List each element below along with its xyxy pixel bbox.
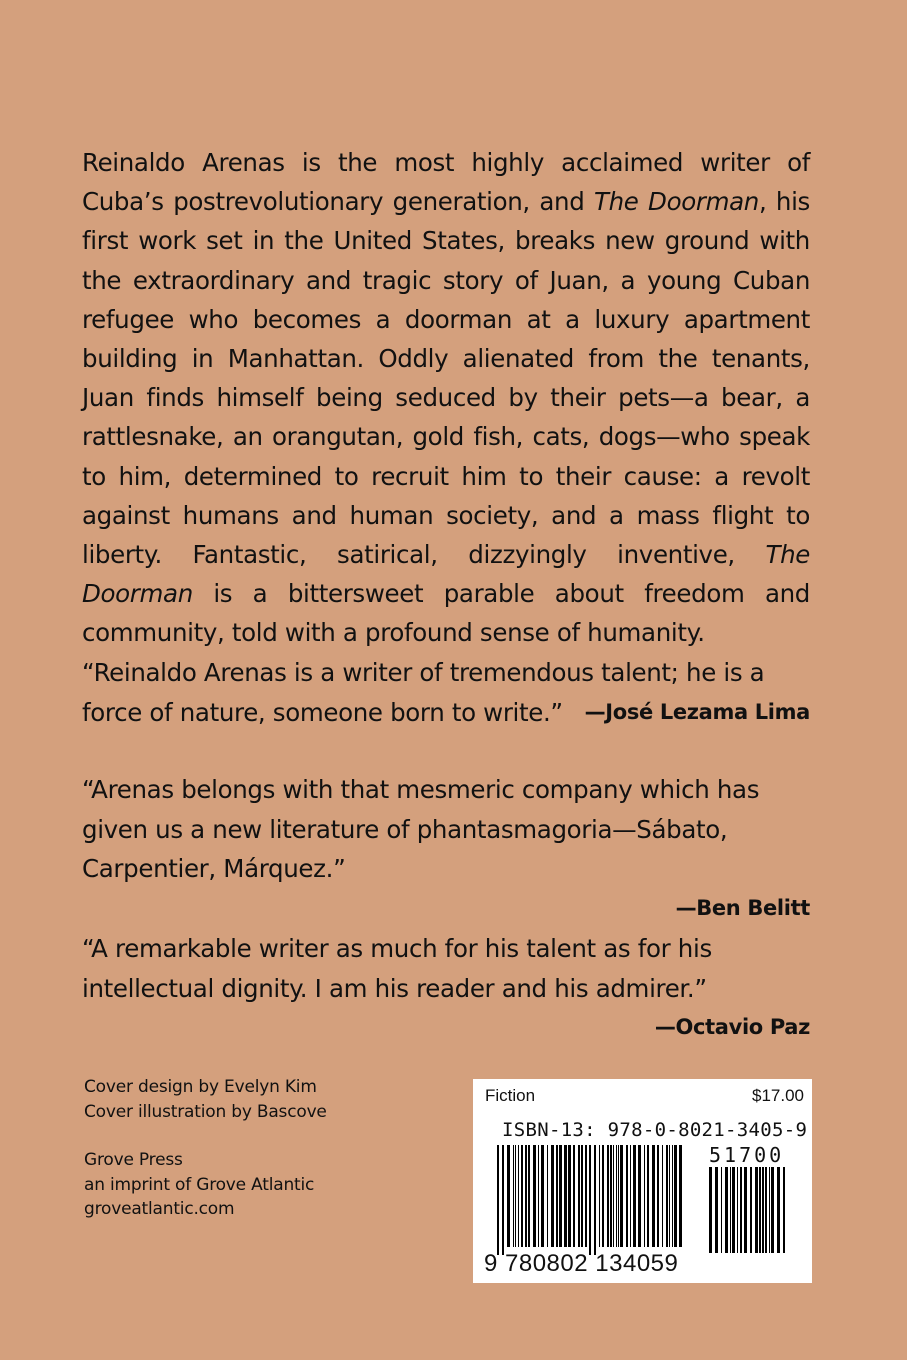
cover-illustration-credit: Cover illustration by Bascove	[84, 1101, 327, 1122]
barcode-bar	[525, 1145, 527, 1247]
barcode-bar	[538, 1145, 539, 1247]
isbn-text: ISBN-13: 978-0-8021-3405-9	[502, 1119, 808, 1141]
barcode-bar	[515, 1145, 516, 1247]
barcode-bar	[559, 1145, 562, 1247]
barcode-bar	[528, 1145, 530, 1247]
quote-attribution: —José Lezama Lima	[584, 699, 810, 724]
barcode-bar	[521, 1145, 523, 1247]
barcode-bar	[602, 1145, 604, 1247]
barcode-bar	[620, 1145, 623, 1247]
quote-text: “Arenas belongs with that mesmeric company which has given us a new literature of phantasmagoria—Sábato, Carpentier, Márquez.”	[82, 775, 760, 883]
barcode-bar	[759, 1167, 761, 1253]
price-addon-barcode	[709, 1167, 791, 1253]
barcode-bar	[599, 1145, 600, 1247]
barcode-digits: 9 780802 134059	[484, 1250, 679, 1277]
review-quote-paz	[82, 929, 810, 1048]
barcode-bar	[630, 1145, 631, 1247]
credits-block	[84, 1075, 327, 1222]
price-addon-digits: 51700	[709, 1143, 785, 1167]
ean13-barcode	[497, 1145, 687, 1255]
barcode-bar	[679, 1145, 682, 1247]
publisher-imprint: an imprint of Grove Atlantic	[84, 1174, 315, 1195]
barcode-bar	[618, 1145, 619, 1247]
barcode-bar	[740, 1167, 742, 1253]
description-part-3: is a bittersweet parable about freedom and community, told with a profound sense of humanity.	[82, 579, 810, 648]
cover-design-credit: Cover design by Evelyn Kim	[84, 1077, 317, 1097]
book-description	[82, 143, 810, 653]
barcode-bar	[765, 1167, 767, 1253]
barcode-bar	[672, 1145, 673, 1247]
barcode-bar	[652, 1145, 655, 1247]
publisher-website: groveatlantic.com	[84, 1199, 235, 1219]
price-label: $17.00	[752, 1086, 804, 1105]
barcode-bar	[585, 1145, 587, 1247]
barcode-bar	[755, 1167, 758, 1253]
barcode-bar	[607, 1145, 609, 1247]
barcode-bar	[732, 1167, 735, 1253]
barcode-bar	[578, 1145, 580, 1247]
barcode-bar	[647, 1145, 649, 1247]
review-quote-lezama	[82, 653, 810, 732]
barcode-bar	[610, 1145, 612, 1247]
barcode-bar	[616, 1145, 617, 1247]
barcode-bar	[744, 1167, 747, 1253]
barcode-bar	[564, 1145, 567, 1247]
book-title-italic: The Doorman	[82, 540, 810, 609]
barcode-bar	[551, 1145, 554, 1247]
barcode-bar	[777, 1167, 780, 1253]
barcode-bar	[750, 1167, 752, 1253]
quote-attribution: —Ben Belitt	[675, 895, 810, 920]
barcode-bar	[626, 1145, 628, 1247]
review-quote-belitt	[82, 770, 810, 928]
barcode-bar	[497, 1145, 499, 1255]
quote-text: “A remarkable writer as much for his talent as for his intellectual dignity. I am his reader and his admirer.”	[82, 934, 712, 1003]
barcode-bar	[589, 1145, 591, 1255]
barcode-bar	[737, 1167, 738, 1253]
barcode-bar	[769, 1167, 770, 1253]
barcode-bar	[715, 1167, 718, 1253]
publisher-name: Grove Press	[84, 1150, 183, 1170]
book-title-italic: The Doorman	[593, 187, 759, 217]
barcode-bar	[513, 1145, 514, 1247]
barcode-bar	[657, 1145, 659, 1247]
quote-attribution: —Octavio Paz	[654, 1015, 810, 1039]
barcode-bar	[541, 1145, 544, 1247]
barcode-bar	[666, 1145, 668, 1247]
barcode-bar	[762, 1167, 764, 1253]
barcode-bar	[709, 1167, 712, 1253]
barcode-bar	[662, 1145, 663, 1247]
barcode-bar	[594, 1145, 596, 1255]
barcode-bar	[638, 1145, 641, 1247]
quote-text: “Reinaldo Arenas is a writer of tremendous talent; he is a force of nature, someone born to write.”	[82, 658, 765, 727]
barcode-bar	[674, 1145, 677, 1247]
barcode-bar	[518, 1145, 519, 1247]
barcode-bar	[502, 1145, 504, 1255]
barcode-bar	[633, 1145, 636, 1247]
barcode-bar	[721, 1167, 722, 1253]
barcode-bar	[507, 1145, 510, 1247]
barcode-bar	[669, 1145, 670, 1247]
barcode-bar	[568, 1145, 571, 1247]
barcode-bar	[533, 1145, 536, 1247]
barcode-bar	[581, 1145, 583, 1247]
description-part-1: Reinaldo Arenas is the most highly acclaimed writer of Cuba’s postrevolutionary generation, and	[82, 148, 810, 217]
barcode-bar	[547, 1145, 548, 1247]
barcode-label	[473, 1079, 812, 1283]
barcode-bar	[771, 1167, 774, 1253]
barcode-bar	[725, 1167, 728, 1253]
barcode-bar	[613, 1145, 614, 1247]
barcode-bar	[556, 1145, 558, 1247]
barcode-bar	[573, 1145, 575, 1247]
barcode-bar	[730, 1167, 731, 1253]
barcode-bar	[644, 1145, 645, 1247]
description-part-2: , his first work set in the United States, breaks new ground with the extraordinary and tragic story of Juan, a young Cuban refugee who becomes a doorman at a luxury apartment building in Manhattan. Oddly alienated from the tenants, Juan finds himself being seduced by their pets—a bear, a rattlesnake, an orangutan, gold fish, cats, dogs—who speak to him, determined to recruit him to their cause: a revolt against humans and human society, and a mass flight to liberty. Fantastic, satirical, dizzyingly inventive,	[82, 187, 810, 570]
genre-label: Fiction	[485, 1086, 536, 1105]
barcode-bar	[783, 1167, 785, 1253]
